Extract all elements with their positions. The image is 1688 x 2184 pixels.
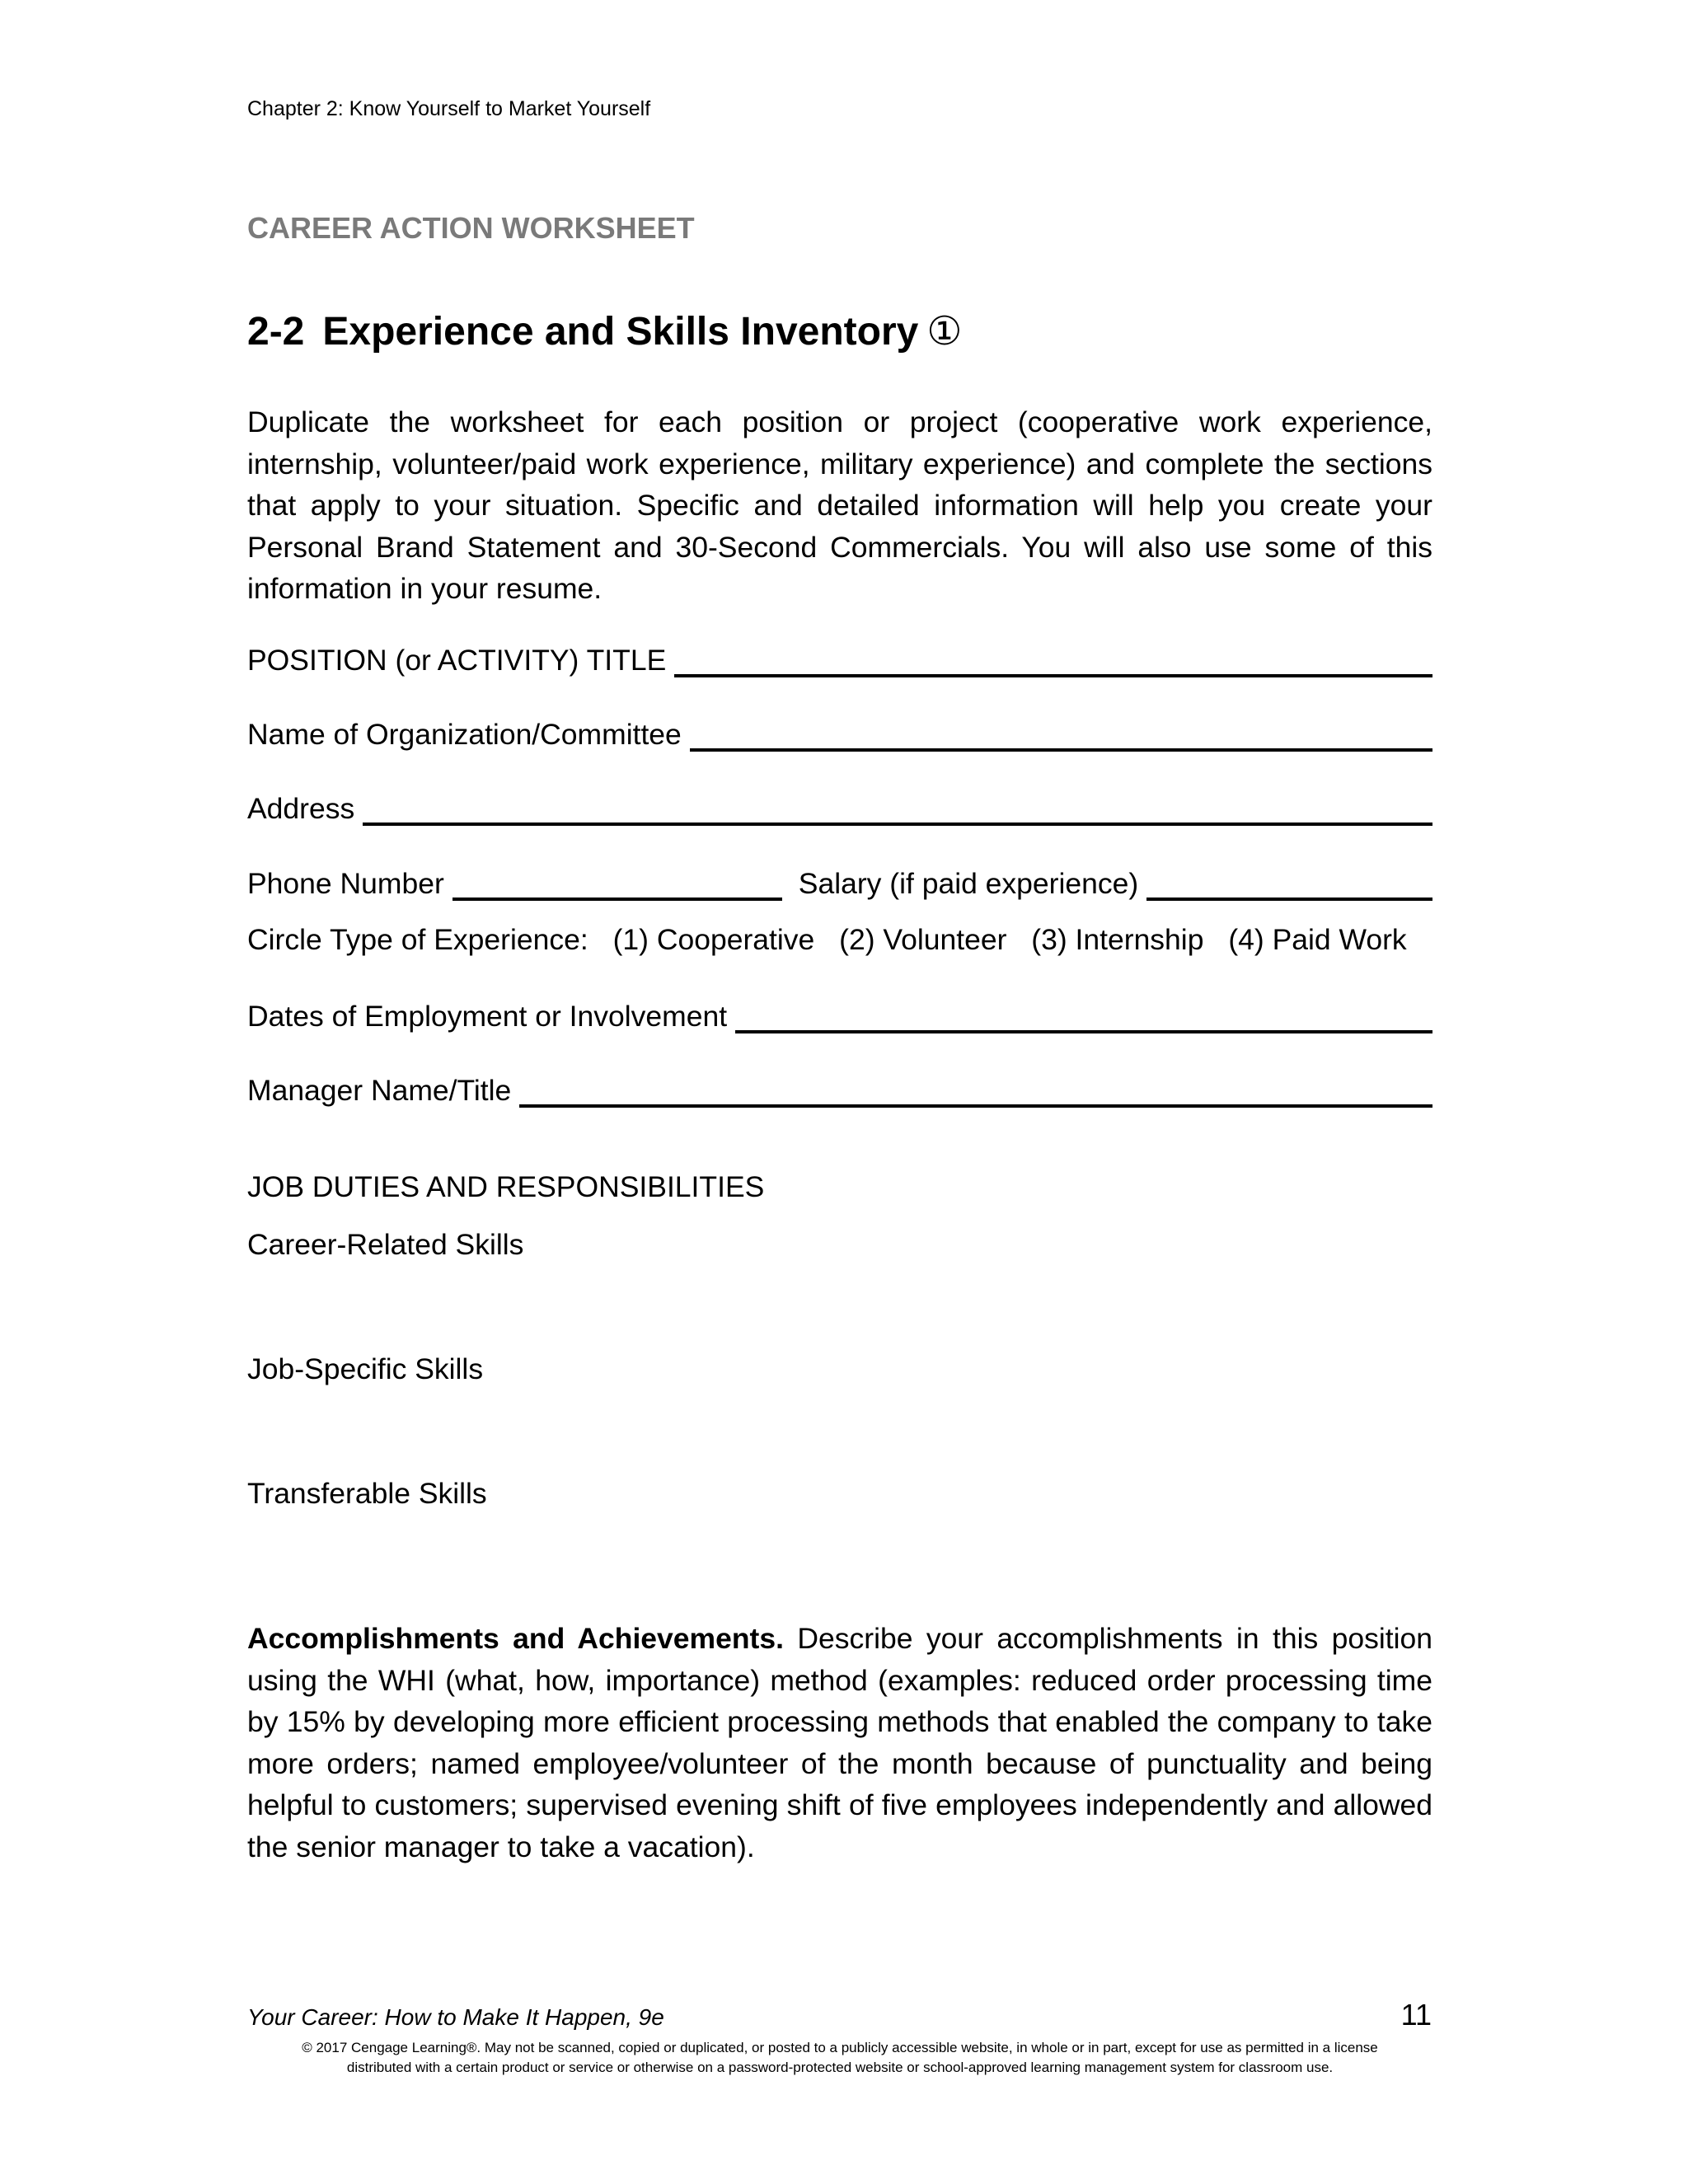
chapter-header: Chapter 2: Know Yourself to Market Yourself — [247, 97, 651, 120]
career-related-skills-label: Career-Related Skills — [247, 1228, 524, 1261]
title-number: 2-2 — [247, 310, 305, 354]
manager-input-line[interactable] — [519, 1078, 1432, 1108]
title-text: Experience and Skills Inventory — [322, 310, 919, 354]
organization-input-line[interactable] — [690, 722, 1432, 752]
copyright-line-2: distributed with a certain product or service or otherwise on a password-protected website or school-approved learning management system for classroom use. — [346, 2060, 1334, 2075]
dates-input-line[interactable] — [735, 1004, 1432, 1033]
organization-field — [247, 715, 1432, 752]
experience-type-row — [247, 923, 1423, 957]
phone-salary-row — [247, 865, 1432, 901]
salary-label: Salary (if paid experience) — [798, 867, 1139, 900]
address-label: Address — [247, 792, 355, 825]
experience-option-volunteer[interactable]: (2) Volunteer — [839, 923, 1007, 956]
page-title — [247, 308, 962, 354]
circled-one-icon: ① — [926, 310, 963, 354]
experience-option-internship[interactable]: (3) Internship — [1031, 923, 1204, 956]
accomplishments-paragraph — [247, 1618, 1432, 1868]
copyright-notice — [247, 2038, 1432, 2078]
phone-label: Phone Number — [247, 867, 444, 900]
footer-book-title: Your Career: How to Make It Happen, 9e — [247, 2004, 664, 2030]
duties-heading: JOB DUTIES AND RESPONSIBILITIES — [247, 1170, 765, 1203]
salary-input-line[interactable] — [1146, 871, 1432, 901]
dates-field — [247, 997, 1432, 1033]
page-number: 11 — [1400, 1998, 1432, 2032]
job-specific-skills-label: Job-Specific Skills — [247, 1352, 484, 1385]
phone-input-line[interactable] — [452, 871, 782, 901]
address-input-line[interactable] — [363, 796, 1432, 826]
copyright-line-1: © 2017 Cengage Learning®. May not be scanned, copied or duplicated, or posted to a publicly accessible website, in whole or in part, except for use as permitted in a license — [302, 2040, 1378, 2055]
address-field — [247, 790, 1432, 826]
manager-label: Manager Name/Title — [247, 1074, 512, 1107]
worksheet-label: CAREER ACTION WORKSHEET — [247, 211, 695, 245]
transferable-skills-label: Transferable Skills — [247, 1477, 487, 1510]
intro-paragraph: Duplicate the worksheet for each position or project (cooperative work experience, internship, volunteer/paid work experience, military experience) and complete the sections that apply to your situation. Specific and detailed information will help you create your Personal Brand Statement and 30-Second Commercials. You will also use some of this information in your resume. — [247, 405, 1432, 605]
experience-option-cooperative[interactable]: (1) Cooperative — [612, 923, 815, 956]
accomplishments-heading: Accomplishments and Achievements. — [247, 1622, 784, 1655]
organization-label: Name of Organization/Committee — [247, 718, 682, 751]
manager-field — [247, 1071, 1432, 1108]
experience-option-paid-work[interactable]: (4) Paid Work — [1228, 923, 1407, 956]
dates-label: Dates of Employment or Involvement — [247, 1000, 728, 1033]
position-title-label: POSITION (or ACTIVITY) TITLE — [247, 644, 667, 677]
position-title-input-line[interactable] — [674, 648, 1432, 677]
experience-type-label: Circle Type of Experience: — [247, 923, 588, 956]
position-title-field — [247, 641, 1432, 677]
accomplishments-text: Describe your accomplishments in this position using the WHI (what, how, importance) method (examples: reduced order processing time by 15% by developing more efficient processing methods that enabled the company to take more orders; named employee/volunteer of the month because of punctuality and being helpful to customers; supervised evening shift of five employees independently and allowed the senior manager to take a vacation). — [247, 1622, 1433, 1863]
